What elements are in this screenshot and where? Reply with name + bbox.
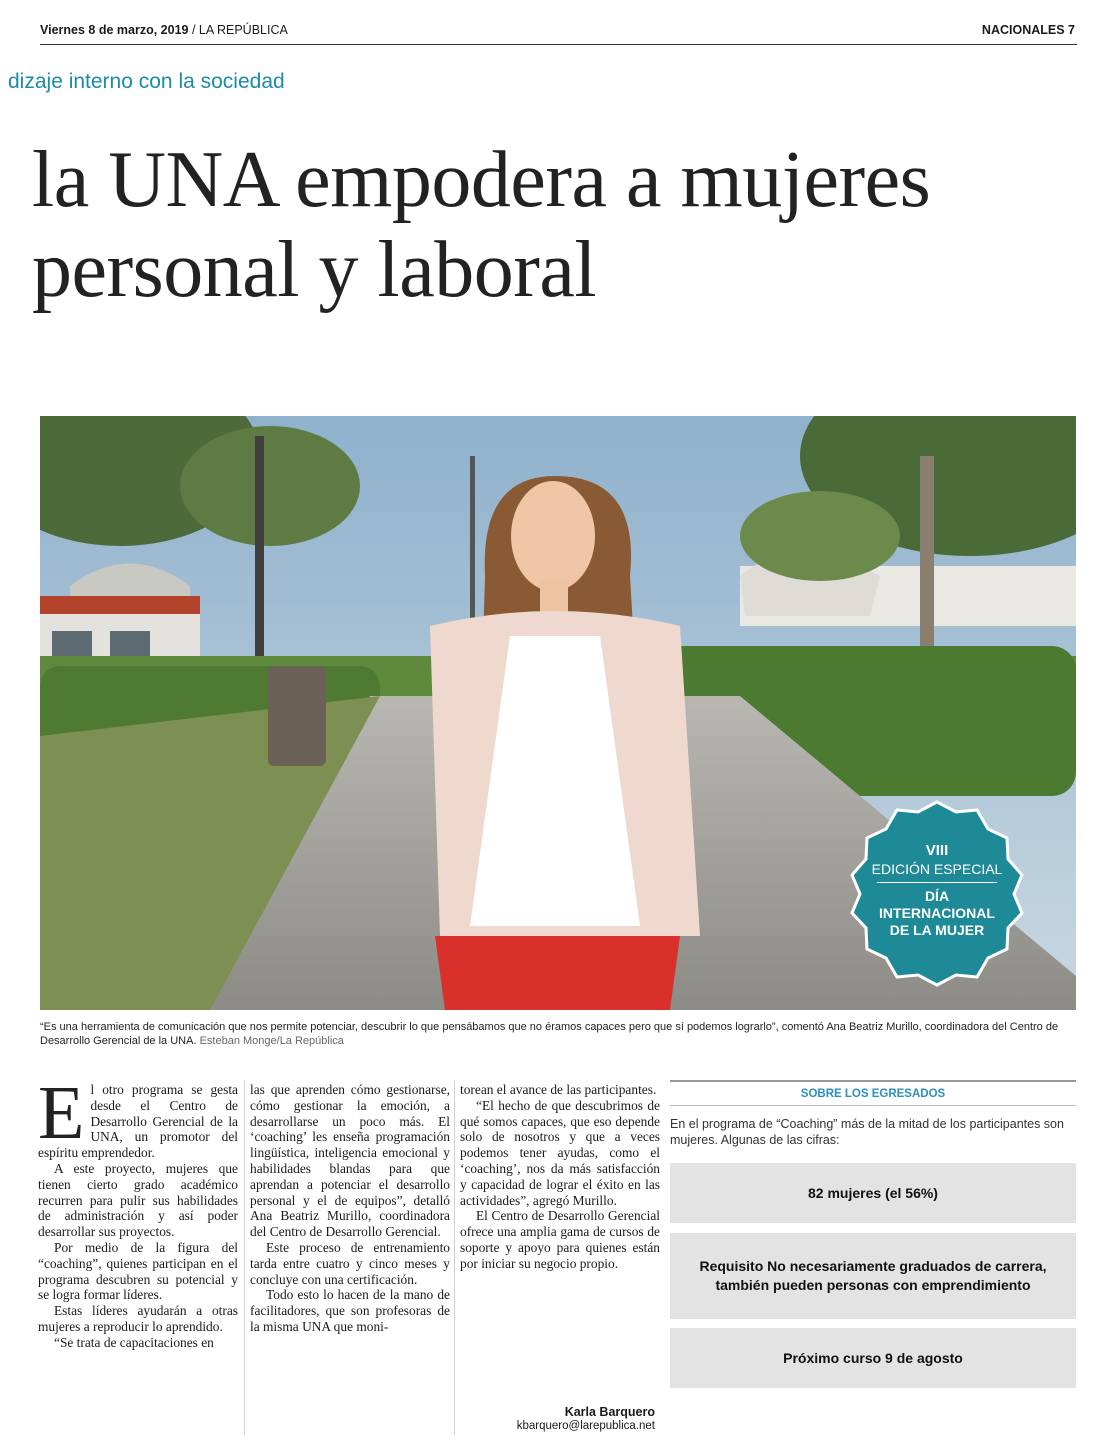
headline-line-2: personal y laboral — [32, 226, 597, 314]
badge-line-2: INTERNACIONAL — [879, 905, 995, 921]
badge-line-1: DÍA — [924, 888, 950, 904]
byline-author: Karla Barquero — [564, 1405, 655, 1419]
photo-credit: Esteban Monge/La República — [199, 1035, 344, 1047]
kicker: dizaje interno con la sociedad — [8, 70, 285, 93]
article-column-2 — [250, 1082, 450, 1335]
paragraph: “Se trata de capacitaciones en — [54, 1334, 214, 1350]
paragraph: l otro programa se gesta desde el Centro de Desarrollo Gerencial de la UNA, un promotor del espíritu emprendedor. — [38, 1082, 238, 1161]
column-divider — [244, 1080, 245, 1435]
article-photo — [40, 416, 1076, 1010]
paragraph: las que aprenden cómo gestionarse, cómo gestionar la emoción, a desarrollarse un poco más. El ‘coaching’ les enseña programación lingüística, inteligencia emocional y habilidades blandas para que aprendan a potenciar el desarrollo personal y el de equipos”, detalló Ana Beatriz Murillo, coordinadora del Centro de Desarrollo Gerencial. — [250, 1082, 450, 1240]
badge-edition: EDICIÓN ESPECIAL — [871, 861, 1003, 877]
sidebar-top-rule — [670, 1080, 1076, 1082]
sidebar-title: SOBRE LOS EGRESADOS — [800, 1088, 946, 1100]
badge-divider — [877, 882, 997, 883]
paragraph: Estas líderes ayudarán a otras mujeres a reproducir lo aprendido. — [38, 1303, 238, 1334]
fact-text: Próximo curso 9 de agosto — [783, 1349, 963, 1366]
paragraph: Por medio de la figura del “coaching”, quienes participan en el programa descubren su potencial y se logra formar líderes. — [38, 1239, 238, 1303]
paragraph: A este proyecto, mujeres que tienen cierto grado académico recurren para pulir sus habilidades de administración y así poder desarrollar sus proyectos. — [38, 1160, 238, 1240]
fact-box — [670, 1233, 1076, 1319]
article-column-1 — [38, 1071, 238, 1351]
header-divider — [40, 44, 1077, 45]
caption-text: “Es una herramienta de comunicación que nos permite potenciar, descubrir lo que pensábamos que no éramos capaces pero que sí podemos lograrlo”, comentó Ana Beatriz Murillo, coordinadora del Centro de Desarrollo Gerencial de la UNA. — [40, 1021, 1059, 1047]
fact-text: 82 mujeres (el 56%) — [808, 1184, 938, 1201]
fact-box — [670, 1328, 1076, 1388]
badge-number: VIII — [925, 842, 949, 859]
paragraph: El Centro de Desarrollo Gerencial ofrece una amplia gama de cursos de soporte y apoyo para quienes están por iniciar su negocio propio. — [460, 1208, 660, 1271]
paragraph: Todo esto lo hacen de la mano de facilitadores, que son profesoras de la misma UNA que moni- — [250, 1287, 450, 1334]
publication-name: / LA REPÚBLICA — [191, 23, 288, 37]
byline-email-link[interactable]: kbarquero@larepublica.net — [516, 1420, 655, 1432]
photo-caption — [40, 1020, 1080, 1048]
badge-line-3: DE LA MUJER — [889, 922, 985, 938]
section-page-label: NACIONALES 7 — [981, 23, 1075, 37]
special-edition-badge — [842, 798, 1032, 988]
article-column-3 — [460, 1082, 660, 1272]
paragraph: torean el avance de las participantes. — [460, 1082, 657, 1097]
column-divider — [454, 1080, 455, 1435]
sidebar-intro: En el programa de “Coaching” más de la mitad de los participantes son mujeres. Algunas de las cifras: — [670, 1117, 1064, 1147]
issue-date — [40, 23, 288, 37]
paragraph: Este proceso de entrenamiento tarda entre cuatro y cinco meses y concluye con una certificación. — [250, 1239, 450, 1287]
date-text: Viernes 8 de marzo, 2019 — [40, 23, 189, 37]
fact-box — [670, 1163, 1076, 1223]
drop-cap: E — [38, 1071, 85, 1155]
sidebar-title-rule — [670, 1105, 1076, 1106]
headline — [32, 135, 1092, 315]
paragraph: “El hecho de que descubrimos de qué somos capaces, que eso depende solo de nosotros y que a veces podemos tener ayudas, como el ‘coaching’, nos da más satisfacción y capacidad de lograr el éxito en las actividades”, agregó Murillo. — [460, 1097, 660, 1208]
headline-line-1: la UNA empodera a mujeres — [32, 136, 931, 224]
fact-text: Requisito No necesariamente graduados de carrera, también pueden personas con emprendimiento — [699, 1258, 1047, 1293]
